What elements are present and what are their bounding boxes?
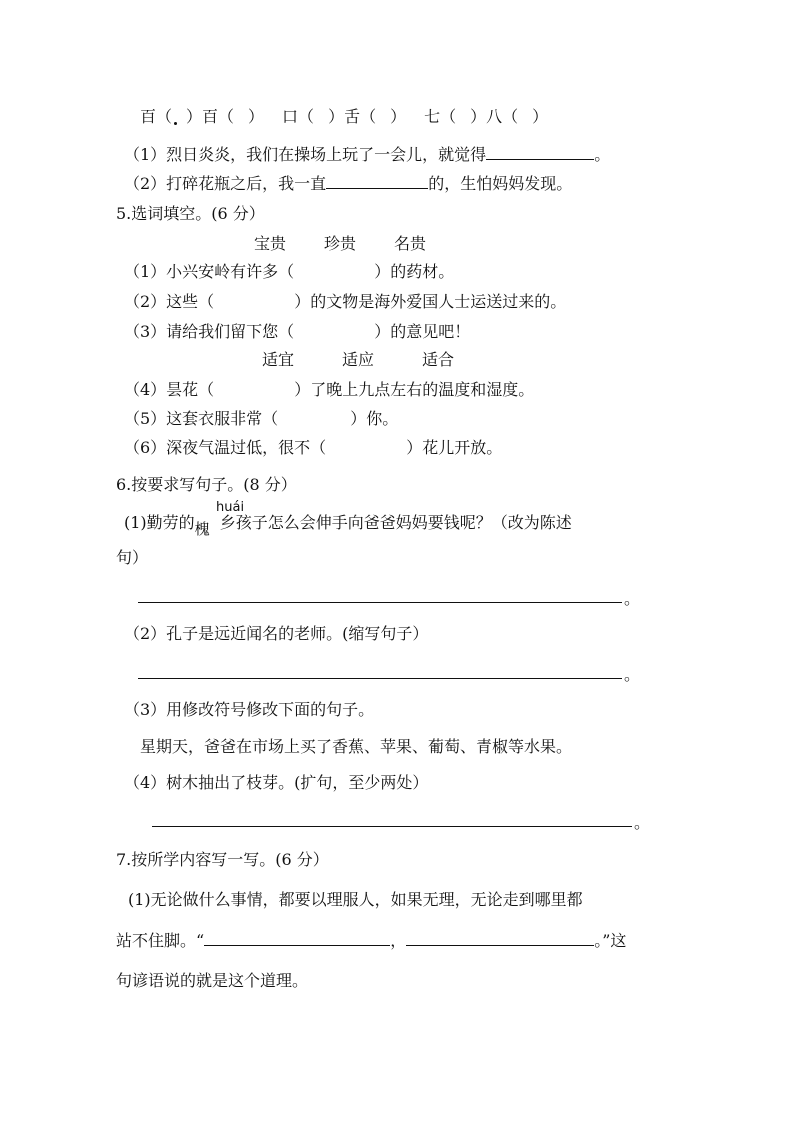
q5-sentence-6: （6）深夜气温过低，很不（ ）花儿开放。	[124, 438, 503, 457]
answer-line-1[interactable]	[138, 602, 622, 603]
q5-sentence-4: （4）昙花（ ）了晚上九点左右的温度和湿度。	[124, 380, 535, 399]
q4-sentence-1: （1）烈日炎炎，我们在操场上玩了一会儿，就觉得 。	[124, 145, 611, 164]
q6-sentence-4: （4）树木抽出了枝芽。(扩句，至少两处）	[124, 773, 429, 792]
annotated-char: 槐	[194, 520, 210, 538]
answer-blank[interactable]	[204, 945, 390, 946]
q5-word-options-1: 宝贵 珍贵 名贵	[254, 234, 427, 253]
q5-sentence-2: （2）这些（ ）的文物是海外爱国人士运送过来的。	[124, 292, 567, 311]
q7-line-2: 站不住脚。“ ， 。”这	[116, 931, 627, 950]
answer-line-4[interactable]	[152, 826, 632, 827]
q6-sentence-1-cont: 句）	[116, 548, 149, 567]
q7-line-3: 句谚语说的就是这个道理。	[116, 971, 309, 990]
q5-word-options-2: 适宜 适应 适合	[262, 350, 455, 369]
answer-line-2-end: 。	[624, 665, 641, 684]
answer-blank[interactable]	[326, 188, 428, 189]
q6-title: 6.按要求写句子。(8 分）	[116, 475, 297, 494]
pinyin-annotation: huái	[216, 500, 245, 515]
answer-blank[interactable]	[486, 159, 594, 160]
answer-blank[interactable]	[406, 945, 594, 946]
answer-line-2[interactable]	[138, 678, 622, 679]
q6-sentence-1: (1)勤劳的槐 乡孩子怎么会伸手向爸爸妈妈要钱呢？（改为陈述	[124, 513, 572, 538]
answer-line-1-end: 。	[624, 589, 641, 608]
answer-line-4-end: 。	[634, 813, 651, 832]
q5-sentence-3: （3）请给我们留下您（ ）的意见吧！	[124, 322, 471, 341]
q6-sentence-3: （3）用修改符号修改下面的句子。	[124, 700, 375, 719]
dot-mark	[174, 122, 177, 125]
q5-sentence-5: （5）这套衣服非常（ ）你。	[124, 409, 399, 428]
q5-title: 5.选词填空。(6 分）	[116, 204, 265, 223]
q6-sentence-3-text: 星期天，爸爸在市场上买了香蕉、苹果、葡萄、青椒等水果。	[140, 737, 573, 756]
q7-title: 7.按所学内容写一写。(6 分）	[116, 850, 329, 869]
q6-sentence-2: （2）孔子是远近闻名的老师。(缩写句子）	[124, 624, 429, 643]
q7-line-1: (1)无论做什么事情，都要以理服人，如果无理，无论走到哪里都	[128, 890, 583, 909]
q5-sentence-1: （1）小兴安岭有许多（ ）的药材。	[124, 262, 455, 281]
paren-pairs-line: 百（ ）百（ ） 口（ ）舌（ ） 七（ ）八（ ）	[140, 107, 549, 126]
q4-sentence-2: （2）打碎花瓶之后，我一直 的，生怕妈妈发现。	[124, 174, 573, 193]
